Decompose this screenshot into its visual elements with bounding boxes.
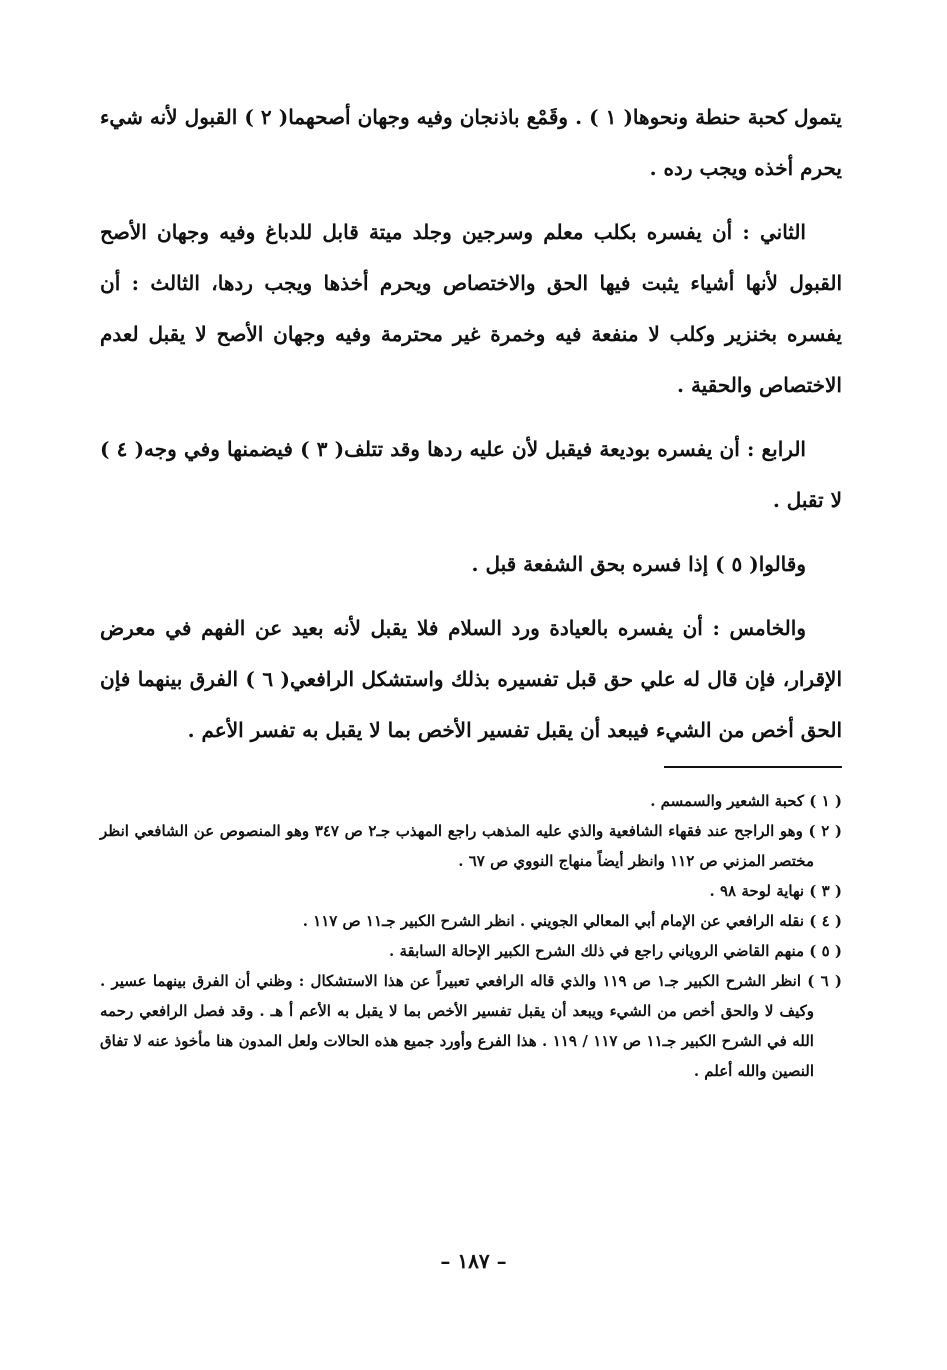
footnote-separator (664, 766, 842, 768)
footnote-3: ( ٣ ) نهاية لوحة ٩٨ . (709, 882, 842, 900)
main-text (100, 92, 842, 769)
paragraph-shufa: وقالوا( ٥ ) إذا فسره بحق الشفعة قبل . (471, 552, 806, 576)
paragraph-second-third: الثاني : أن يفسره بكلب معلم وسرجين وجلد ميتة قابل للدباغ وفيه وجهان الأصح القبول لأنها أشياء يثبت فيها الحق والاختصاص ويحرم أخذها ويجب ردها، الثالث : أن يفسره بخنزير وكلب لا منفعة فيه وخمرة غير محترمة وفيه وجهان الأصح لا يقبل لعدم الاختصاص والحقية . (100, 220, 842, 397)
paragraph-fifth: والخامس : أن يفسره بالعيادة ورد السلام فلا يقبل لأنه بعيد عن الفهم في معرض الإقرار، فإن قال له علي حق قبل تفسيره بذلك واستشكل الرافعي( ٦ ) الفرق بينهما فإن الحق أخص من الشيء فيبعد أن يقبل تفسير الأخص بما لا يقبل به تفسر الأعم . (100, 616, 842, 742)
footnote-4: ( ٤ ) نقله الرافعي عن الإمام أبي المعالي الجويني . انظر الشرح الكبير جـ١١ ص ١١٧ . (302, 912, 842, 930)
footnote-1: ( ١ ) كحبة الشعير والسمسم . (650, 792, 842, 810)
footnotes (100, 786, 842, 1086)
paragraph-fourth: الرابع : أن يفسره بوديعة فيقبل لأن عليه ردها وقد تتلف( ٣ ) فيضمنها وفي وجه( ٤ ) لا تقبل . (100, 437, 842, 512)
page-number: – ١٨٧ – (440, 1249, 507, 1273)
footnote-2: ( ٢ ) وهو الراجح عند فقهاء الشافعية والذي عليه المذهب راجع المهذب جـ٢ ص ٣٤٧ وهو المنصوص عن الشافعي انظر مختصر المزني ص ١١٢ وانظر أيضاً منهاج النووي ص ٦٧ . (100, 822, 842, 870)
footnote-5: ( ٥ ) منهم القاضي الروياني راجع في ذلك الشرح الكبير الإحالة السابقة . (389, 942, 842, 960)
footnote-6: ( ٦ ) انظر الشرح الكبير جـ١ ص ١١٩ والذي قاله الرافعي تعبيراً عن هذا الاستشكال : وظني أن الفرق بينهما عسير . وكيف لا والحق أخص من الشيء ويبعد أن يقبل تفسير الأخص بما لا يقبل به الأعم أ هـ . وقد فصل الرافعي رحمه الله في الشرح الكبير جـ١١ ص ١١٧ / ١١٩ . هذا الفرع وأورد جميع هذه الحالات ولعل المدون هنا مأخوذ عنه لا تفاق النصين والله أعلم . (100, 972, 842, 1080)
paragraph-continuation: يتمول كحبة حنطة ونحوها( ١ ) . وقَمْع باذنجان وفيه وجهان أصحهما( ٢ ) القبول لأنه شيء يحرم أخذه ويجب رده . (100, 105, 842, 180)
